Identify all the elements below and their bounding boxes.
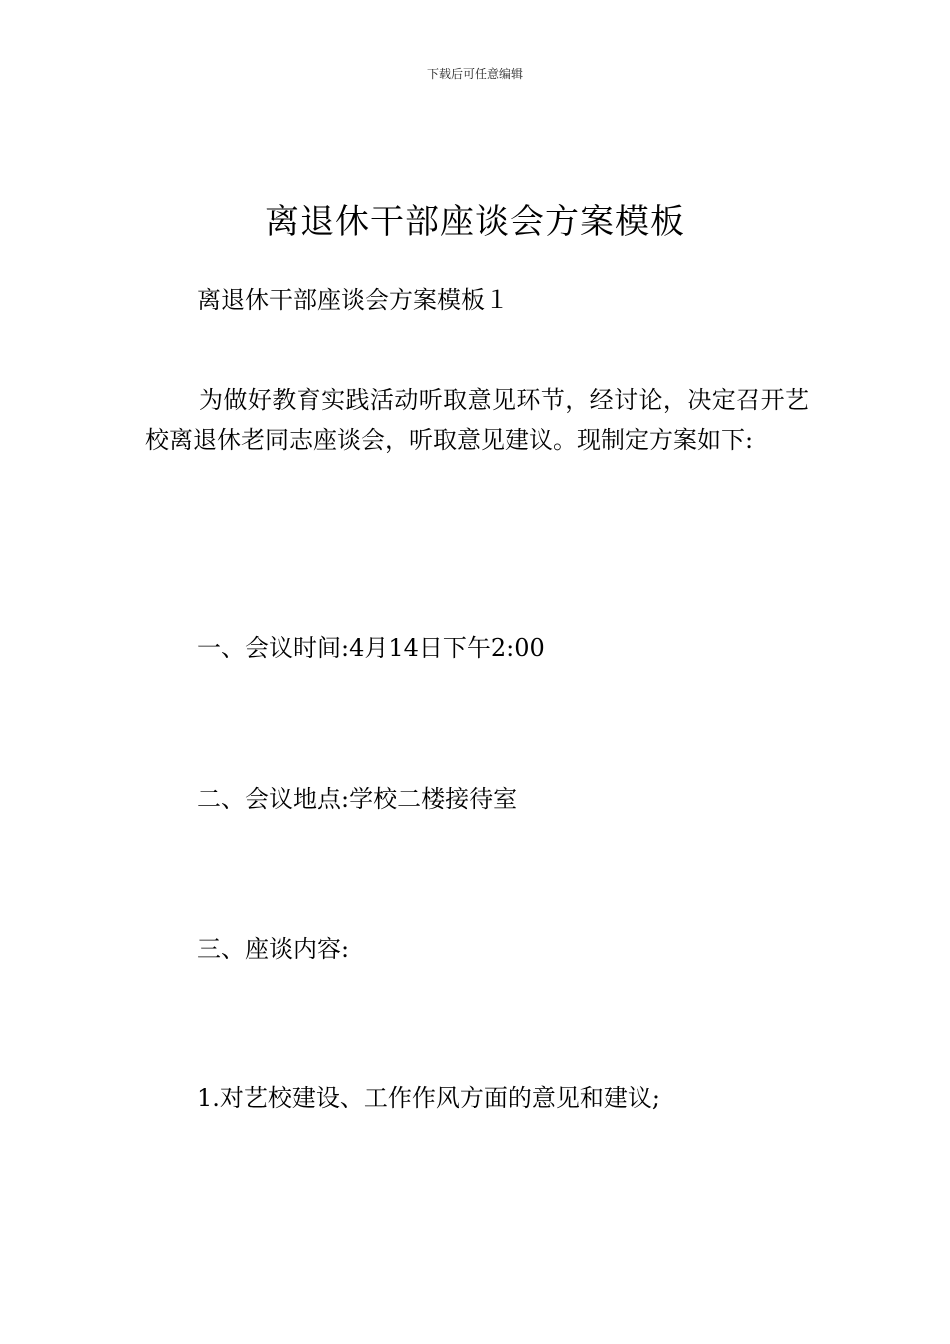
meeting-content-heading: 三、座谈内容:	[197, 935, 350, 963]
meeting-location-item: 二、会议地点:学校二楼接待室	[197, 785, 518, 813]
header-note: 下载后可任意编辑	[426, 67, 523, 81]
meeting-time-item: 一、会议时间:4月14日下午2:00	[197, 634, 545, 662]
document-subtitle: 离退休干部座谈会方案模板１	[197, 286, 509, 314]
content-item-1: 1.对艺校建设、工作作风方面的意见和建议;	[197, 1084, 660, 1112]
document-title: 离退休干部座谈会方案模板	[265, 201, 685, 242]
intro-paragraph: 为做好教育实践活动听取意见环节，经讨论，决定召开艺校离退休老同志座谈会，听取意见建议。现制定方案如下:	[145, 386, 809, 454]
